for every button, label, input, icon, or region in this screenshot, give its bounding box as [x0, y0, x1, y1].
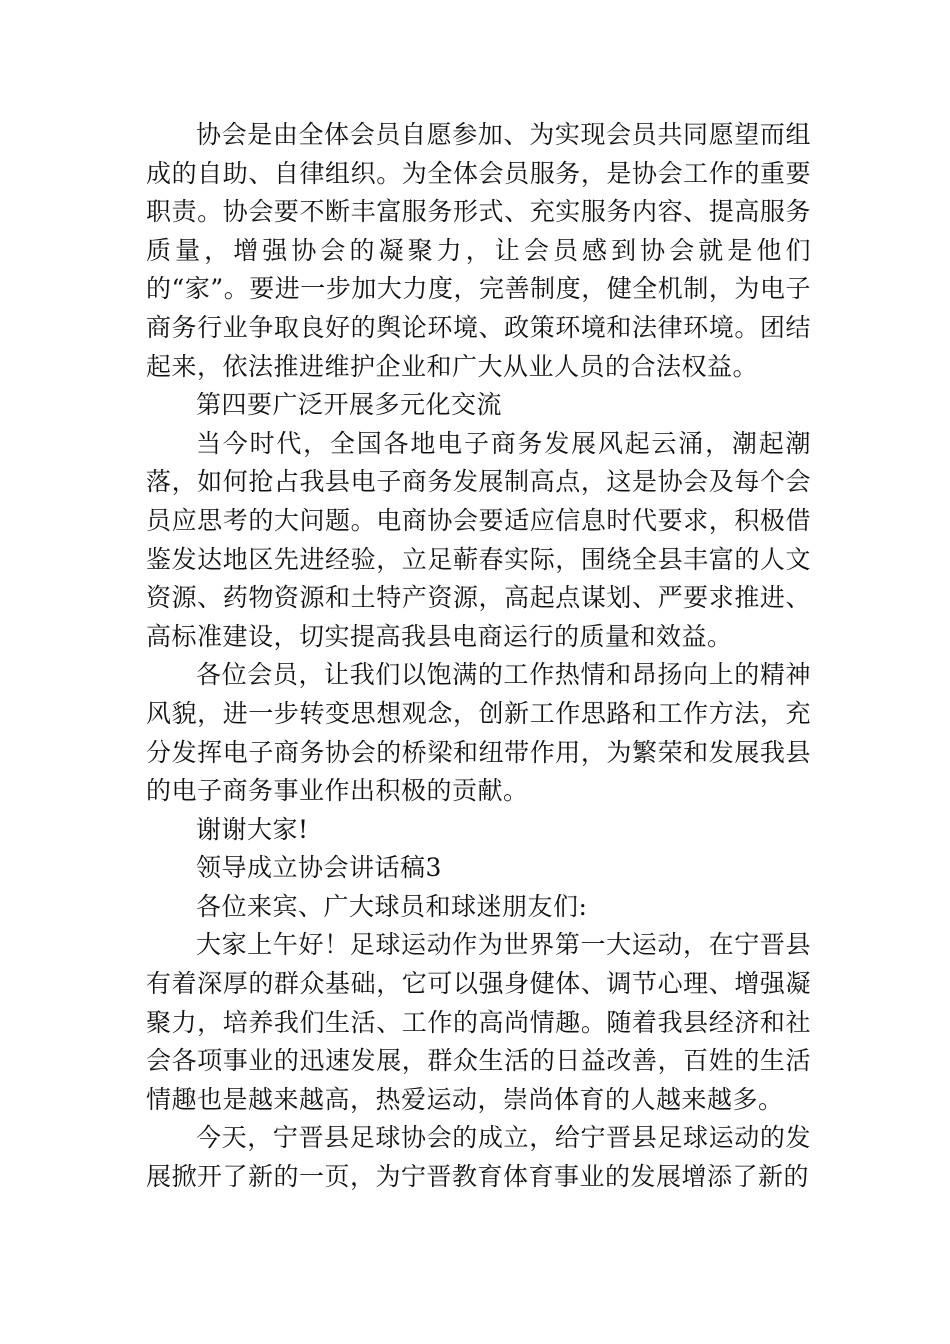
paragraph-speech-title: 领导成立协会讲话稿3: [196, 853, 442, 883]
paragraph-ecommerce-development: 当今时代，全国各地电子商务发展风起云涌，潮起潮落，如何抢占我县电子商务发展制高点，这是协会及每个会员应思考的大问题。电商协会要适应信息时代要求，积极借鉴发达地区先进经验，立足蕲春实际，围绕全县丰富的人文资源、药物资源和土特产资源，高起点谋划、严要求推进、高标准建设，切实提高我县电商运行的质量和效益。: [146, 428, 811, 651]
paragraph-thanks: 谢谢大家!: [196, 814, 309, 844]
document-body: [146, 116, 811, 1197]
paragraph-member-service: 协会是由全体会员自愿参加、为实现会员共同愿望而组成的自助、自律组织。为全体会员服务，是协会工作的重要职责。协会要不断丰富服务形式、充实服务内容、提高服务质量，增强协会的凝聚力，让会员感到协会就是他们的“家”。要进一步加大力度，完善制度，健全机制，为电子商务行业争取良好的舆论环境、政策环境和法律环境。团结起来，依法推进维护企业和广大从业人员的合法权益。: [146, 120, 811, 381]
paragraph-heading-fourth: 第四要广泛开展多元化交流: [196, 390, 503, 420]
paragraph-salutation: 各位来宾、广大球员和球迷朋友们:: [196, 891, 588, 921]
paragraph-members-appeal: 各位会员，让我们以饱满的工作热情和昂扬向上的精神风貌，进一步转变思想观念，创新工作思路和工作方法，充分发挥电子商务协会的桥梁和纽带作用，为繁荣和发展我县的电子商务事业作出积极的贡献。: [146, 660, 811, 806]
paragraph-football-intro: 大家上午好！足球运动作为世界第一大运动，在宁晋县有着深厚的群众基础，它可以强身健体、调节心理、增强凝聚力，培养我们生活、工作的高尚情趣。随着我县经济和社会各项事业的迅速发展，群众生活的日益改善，百姓的生活情趣也是越来越高，热爱运动，崇尚体育的人越来越多。: [146, 930, 811, 1114]
paragraph-football-association: 今天，宁晋县足球协会的成立，给宁晋县足球运动的发展掀开了新的一页，为宁晋教育体育事业的发展增添了新的: [146, 1123, 811, 1192]
